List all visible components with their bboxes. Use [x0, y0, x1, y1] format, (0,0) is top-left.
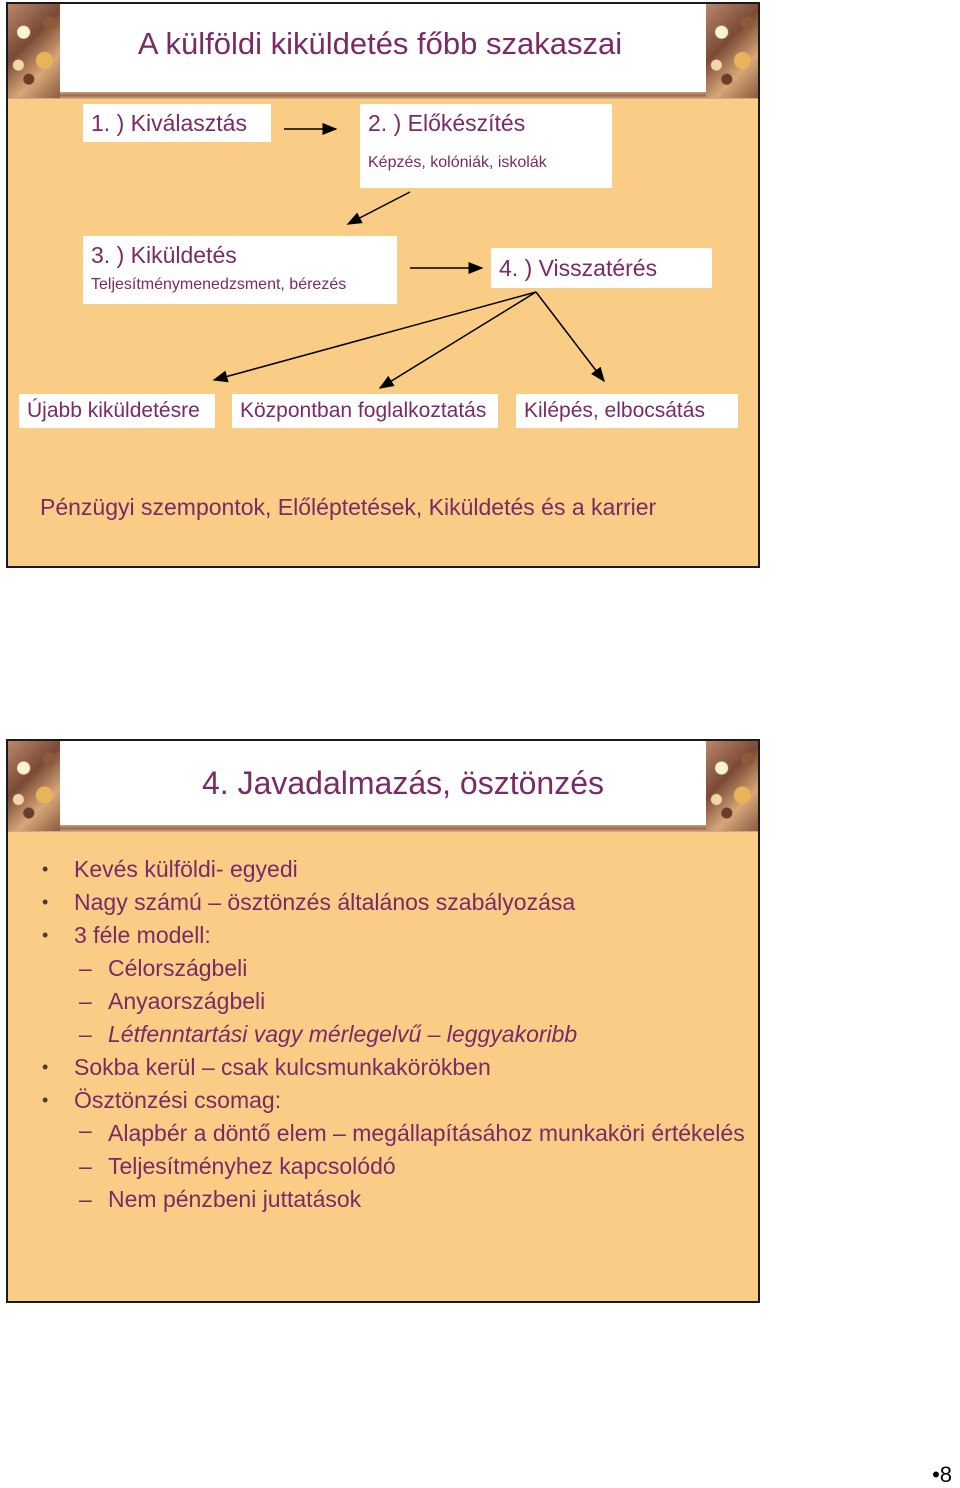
list-subitem: – Teljesítményhez kapcsolódó: [42, 1150, 748, 1183]
list-subitem: – Alapbér a döntő elem – megállapításához munkaköri értékelés: [42, 1117, 748, 1150]
list-subitem: – Nem pénzbeni juttatások: [42, 1183, 748, 1216]
arrow-2-to-3: [348, 192, 410, 224]
page-number: •8: [932, 1462, 952, 1487]
list-subitem: – Anyaországbeli: [42, 985, 748, 1018]
outcome-3-label: Kilépés, elbocsátás: [524, 399, 705, 422]
arrow-4-to-outcome-1: [214, 292, 536, 380]
arrow-4-to-outcome-3: [536, 292, 604, 381]
slide-1-title: A külföldi kiküldetés főbb szakaszai: [137, 26, 623, 61]
slide-2-title: 4. Javadalmazás, ösztönzés: [202, 765, 604, 801]
list-item: • Sokba kerül – csak kulcsmunkakörökben: [42, 1051, 714, 1084]
step-4-label: 4. ) Visszatérés: [499, 255, 658, 281]
list-subitem: – Célországbeli: [42, 952, 748, 985]
header-stripe: [8, 825, 758, 832]
slide-1: [6, 2, 760, 568]
list-item: • Nagy számú – ösztönzés általános szabályozása: [42, 886, 714, 919]
arrow-4-to-outcome-2: [380, 292, 536, 388]
list-subitem: – Létfenntartási vagy mérlegelvű – leggyakoribb: [42, 1018, 748, 1051]
list-item: • 3 féle modell:: [42, 919, 714, 952]
step-1-label: 1. ) Kiválasztás: [91, 110, 247, 136]
outcome-2-label: Központban foglalkoztatás: [240, 399, 487, 422]
bullet-list: [42, 853, 748, 1216]
outcome-1-label: Újabb kiküldetésre: [27, 399, 200, 422]
slide-1-footer: Pénzügyi szempontok, Előléptetések, Kiküldetés és a karrier: [40, 494, 657, 520]
slide-2: [6, 739, 760, 1303]
step-2-sub: Képzés, kolóniák, iskolák: [368, 154, 547, 171]
list-item: • Ösztönzési csomag:: [42, 1084, 714, 1117]
list-item: • Kevés külföldi- egyedi: [42, 853, 714, 886]
flow-arrows: [8, 4, 758, 564]
step-3-sub: Teljesítménymenedzsment, bérezés: [91, 276, 347, 293]
step-2-label: 2. ) Előkészítés: [368, 110, 526, 136]
step-3-label: 3. ) Kiküldetés: [91, 242, 237, 268]
